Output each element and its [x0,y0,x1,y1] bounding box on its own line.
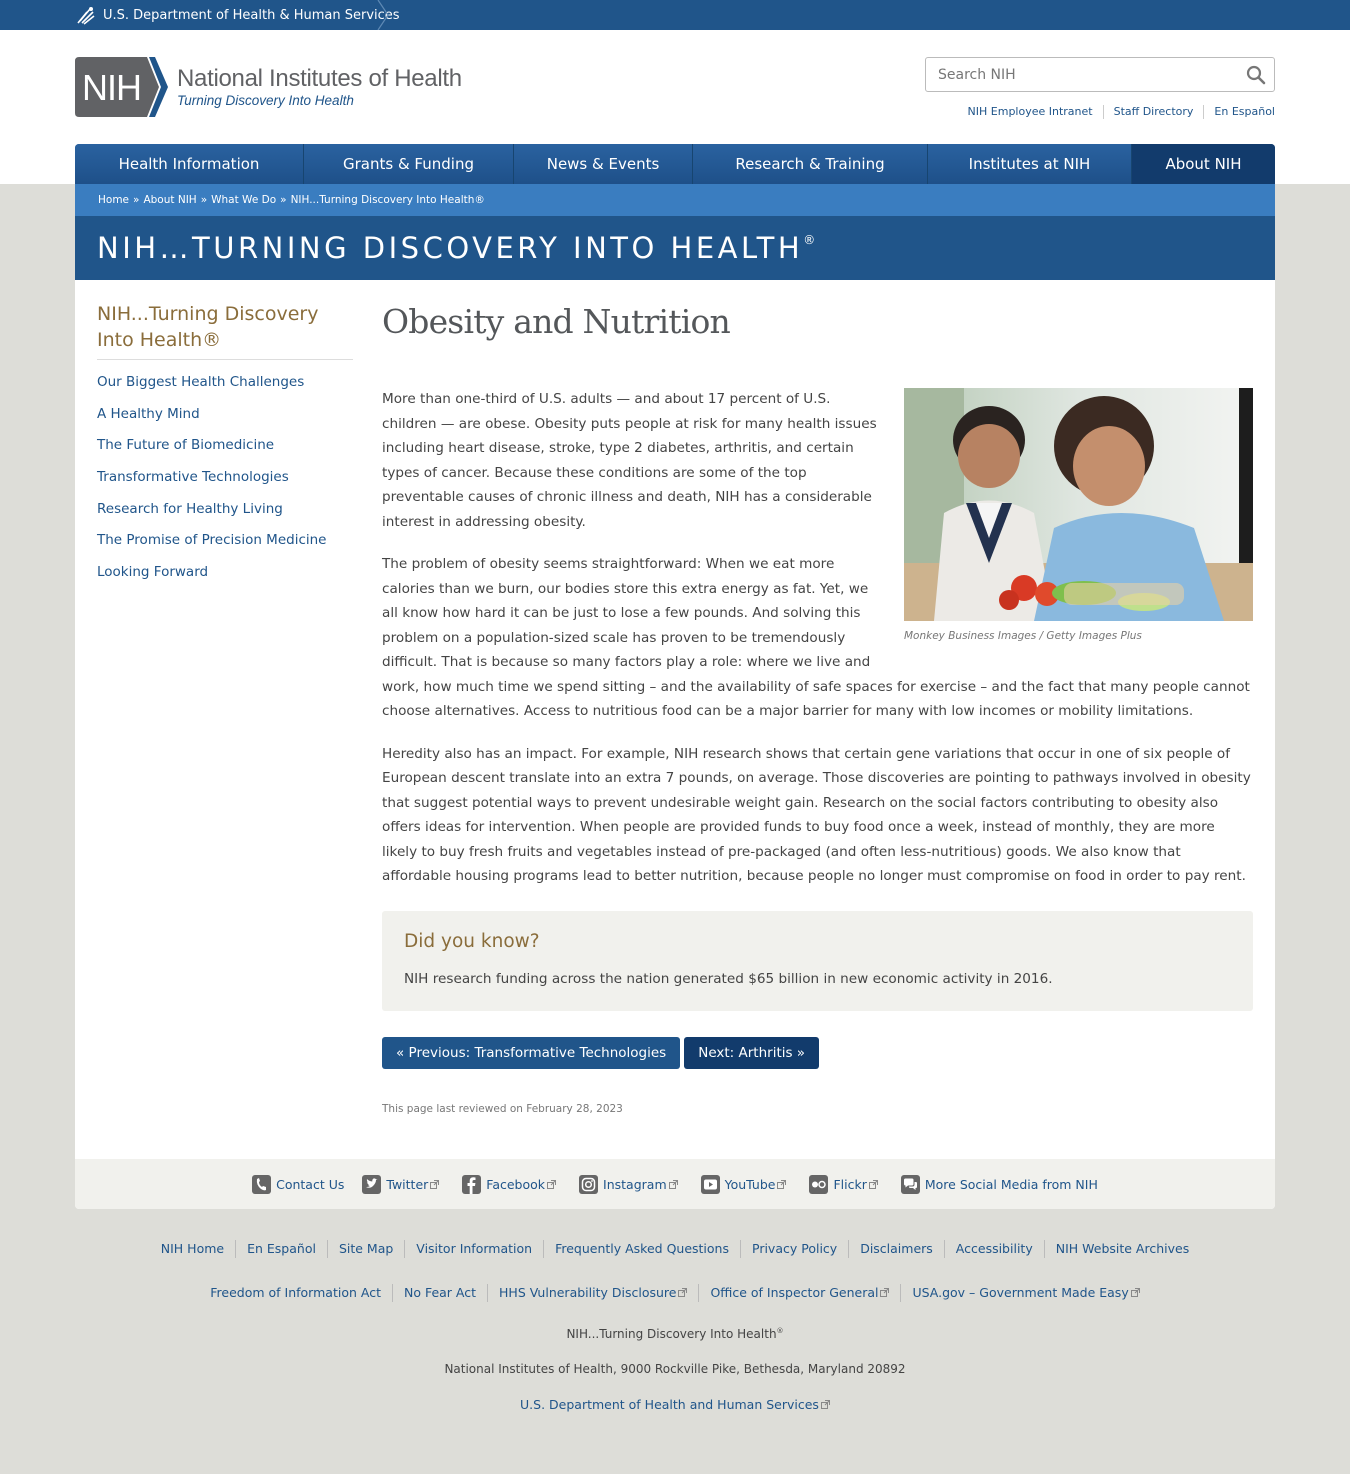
hhs-top-bar [0,0,1350,30]
external-link-icon [869,1180,878,1189]
pager [382,1037,1253,1069]
hhs-link[interactable] [75,0,400,30]
logo-title: National Institutes of Health [177,65,462,92]
breadcrumb [75,184,1275,216]
sidebar-list [97,372,353,582]
footer-nih-home[interactable]: NIH Home [160,1241,225,1256]
next-button[interactable]: Next: Arthritis » [684,1037,819,1069]
nih-logo-mark [75,57,171,117]
breadcrumb-separator: » [133,194,140,206]
footer-inspector-general-label: Office of Inspector General [710,1285,879,1300]
breadcrumb-about[interactable]: About NIH [143,194,197,206]
breadcrumb-home[interactable]: Home [98,194,130,206]
footer-hhs-label: U.S. Department of Health and Human Services [520,1397,819,1412]
flickr-label: Flickr [833,1176,867,1192]
sidebar-item-looking-forward[interactable]: Looking Forward [97,564,209,581]
nav-institutes[interactable]: Institutes at NIH [928,144,1132,184]
youtube-label: YouTube [724,1176,776,1192]
nav-about-nih[interactable]: About NIH [1132,144,1275,184]
did-you-know-title: Did you know? [404,930,540,952]
external-link-icon [678,1288,687,1297]
social-bar [75,1159,1275,1209]
logo-tagline: Turning Discovery Into Health [177,93,354,108]
twitter-icon [362,1175,381,1194]
more-social-label: More Social Media from NIH [924,1176,1098,1192]
youtube-icon [701,1175,720,1194]
nih-mark-text: NIH [82,67,141,108]
footer-no-fear[interactable]: No Fear Act [392,1284,487,1302]
footer-registered-mark: ® [776,1327,784,1335]
main-nav [75,144,1275,184]
footer-site-map[interactable]: Site Map [327,1240,404,1258]
footer-usa-gov-label: USA.gov – Government Made Easy [912,1285,1129,1300]
external-link-icon [1131,1288,1140,1297]
did-you-know-box [382,911,1253,1012]
breadcrumb-current[interactable]: NIH...Turning Discovery Into Health® [290,194,485,206]
did-you-know-text: NIH research funding across the nation generated $65 billion in new economic activity in 2016. [404,970,1053,987]
instagram-label: Instagram [603,1176,667,1192]
external-link-icon [430,1180,439,1189]
hhs-label: U.S. Department of Health & Human Services [103,7,400,23]
last-reviewed: This page last reviewed on February 28, 2023 [382,1103,623,1115]
article-figure [904,388,1253,642]
flickr-link[interactable] [809,1175,882,1194]
footer-espanol[interactable]: En Español [235,1240,327,1258]
sidebar-item-healthy-mind[interactable]: A Healthy Mind [97,405,200,422]
external-link-icon [880,1288,889,1297]
breadcrumb-what-we-do[interactable]: What We Do [211,194,277,206]
twitter-link[interactable] [362,1175,444,1194]
footer-disclaimers[interactable]: Disclaimers [848,1240,944,1258]
footer-archives[interactable]: NIH Website Archives [1044,1240,1201,1258]
sidebar-item-future-biomedicine[interactable]: The Future of Biomedicine [97,437,275,454]
youtube-link[interactable] [701,1175,792,1194]
breadcrumb-separator: » [200,194,208,206]
facebook-icon [462,1175,481,1194]
nav-news-events[interactable]: News & Events [514,144,693,184]
nav-health-information[interactable]: Health Information [75,144,304,184]
footer-faq[interactable]: Frequently Asked Questions [543,1240,740,1258]
external-link-icon [821,1400,830,1409]
phone-icon [252,1175,271,1194]
paragraph-2: The problem of obesity seems straightforward: When we eat more calories than we burn, our bodies store this extra energy as fat. Yet, we all know how hard it can be just to lose a few pounds. And solving this problem on a population-sized scale has proven to be tremendously difficult. That is because so many factors play a role: where we live and work, how much time we spend sitting – and the availability of safe spaces for exercise – and the fact that many people cannot choose alternatives. Access to nutritious food can be a major barrier for many with low incomes or mobility limitations. [382,556,1250,719]
nih-logo[interactable] [75,57,462,117]
facebook-link[interactable] [462,1175,561,1194]
footer-hhs-vulnerability-label: HHS Vulnerability Disclosure [499,1285,677,1300]
hhs-chevron-icon [376,0,390,30]
footer-hhs-vulnerability[interactable] [487,1284,698,1302]
banner-title: NIH…TURNING DISCOVERY INTO HEALTH® [97,231,816,265]
main-content [382,301,1253,1115]
registered-mark: ® [803,233,816,247]
sidebar-title[interactable]: NIH...Turning Discovery Into Health® [97,301,353,360]
employee-intranet-link[interactable]: NIH Employee Intranet [967,105,1093,118]
footer-accessibility[interactable]: Accessibility [944,1240,1044,1258]
breadcrumb-separator: » [280,194,287,206]
page-title: Obesity and Nutrition [382,302,730,341]
twitter-label: Twitter [386,1176,429,1192]
footer-inspector-general[interactable] [698,1284,900,1302]
article-photo [904,388,1253,621]
paragraph-3: Heredity also has an impact. For example, NIH research shows that certain gene variations that occur in one of six people of European descent translate into an extra 7 pounds, on average. Those discoveries are pointing to pathways involved in obesity that suggest potential ways to prevent undesirable weight gain. Research on the social factors contributing to obesity also offers ideas for intervention. When people are provided funds to buy food once a week, instead of monthly, they are more likely to buy fresh fruits and vegetables instead of pre-packaged (and often less-nutritious) goods. We also know that affordable housing programs lead to better nutrition, because people no longer must compromise on food in order to pay rent. [382,745,1251,884]
instagram-link[interactable] [579,1175,683,1194]
external-link-icon [547,1180,556,1189]
footer-links-row-2 [0,1284,1350,1302]
footer-links-row-1 [0,1240,1350,1258]
facebook-label: Facebook [486,1176,546,1192]
section-banner [75,216,1275,280]
chat-bubbles-icon [901,1175,920,1194]
sidebar [97,301,353,594]
footer-foia[interactable]: Freedom of Information Act [210,1285,381,1300]
paragraph-1: More than one-third of U.S. adults — and about 17 percent of U.S. children — are obese. Obesity puts people at risk for many health issues including heart disease, stroke, type 2 diabetes, arthritis, and certain types of cancer. Because these conditions are some of the top preventable causes of chronic illness and death, NIH has a considerable interest in addressing obesity. [382,391,877,530]
sidebar-item-health-challenges[interactable]: Our Biggest Health Challenges [97,374,305,390]
footer-address: National Institutes of Health, 9000 Rockville Pike, Bethesda, Maryland 20892 [444,1362,906,1376]
flickr-icon [809,1175,828,1194]
external-link-icon [669,1180,678,1189]
footer-privacy[interactable]: Privacy Policy [740,1240,848,1258]
utility-links [958,105,1275,119]
contact-us-label: Contact Us [276,1176,345,1192]
hhs-eagle-icon [75,4,97,26]
contact-us-link[interactable] [252,1175,344,1194]
search-input[interactable] [926,58,1226,91]
previous-button[interactable]: « Previous: Transformative Technologies [382,1037,680,1069]
photo-caption: Monkey Business Images / Getty Images Plus [904,630,1142,642]
search-box [925,57,1275,92]
footer-visitor-info[interactable]: Visitor Information [404,1240,543,1258]
footer-hhs-row [0,1397,1350,1412]
page-container [75,184,1275,1209]
external-link-icon [777,1180,786,1189]
footer-tagline: NIH...Turning Discovery Into Health® [566,1327,784,1341]
sidebar-item-transformative-tech[interactable]: Transformative Technologies [97,469,289,486]
staff-directory-link[interactable]: Staff Directory [1103,105,1204,119]
sidebar-item-healthy-living[interactable]: Research for Healthy Living [97,500,283,517]
nav-research-training[interactable]: Research & Training [693,144,928,184]
footer-usa-gov[interactable] [900,1284,1150,1302]
nav-grants-funding[interactable]: Grants & Funding [304,144,514,184]
sidebar-item-precision-medicine[interactable]: The Promise of Precision Medicine [97,532,327,549]
search-icon[interactable] [1246,65,1266,85]
espanol-link[interactable]: En Español [1203,105,1275,119]
instagram-icon [579,1175,598,1194]
footer-hhs-link[interactable] [520,1397,830,1412]
more-social-link[interactable] [901,1175,1098,1194]
